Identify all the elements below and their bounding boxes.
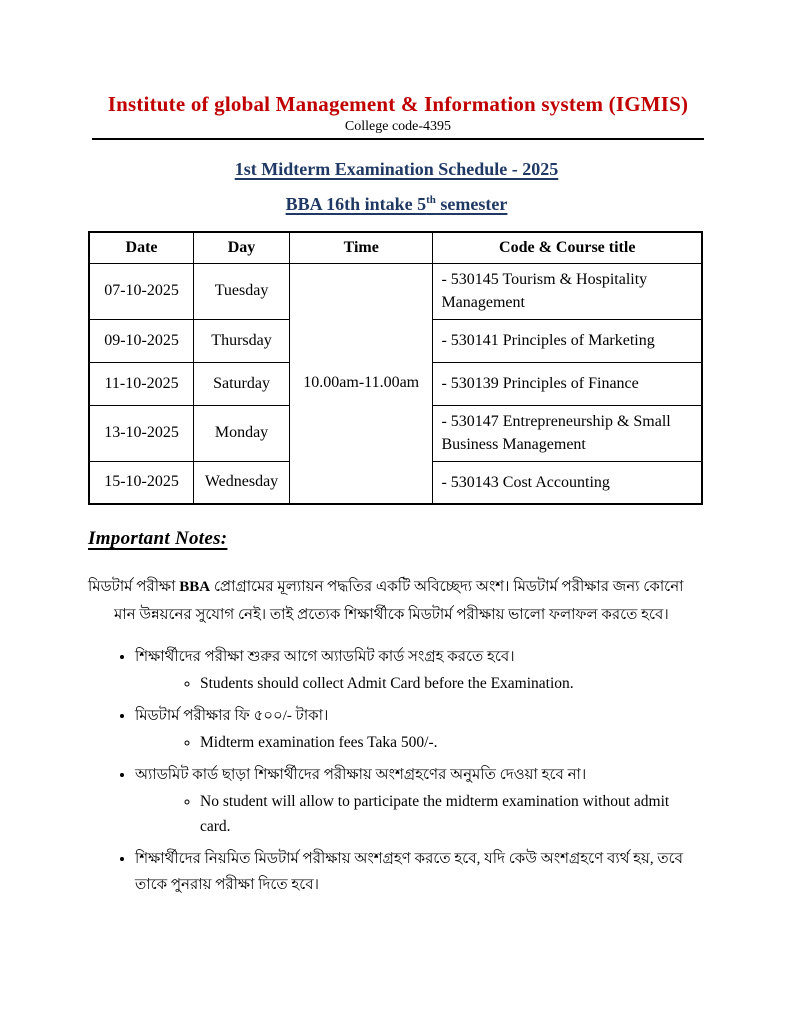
list-item (135, 762, 688, 840)
cell-day: Tuesday (194, 263, 290, 319)
note-text: মিডটার্ম পরীক্ষার ফি ৫০০/- টাকা। (135, 707, 329, 724)
institute-title: Institute of global Management & Information system (IGMIS) (107, 92, 689, 116)
cell-date: 15-10-2025 (89, 461, 194, 504)
note-text: অ্যাডমিট কার্ড ছাড়া শিক্ষার্থীদের পরীক্ষায় অংশগ্রহণের অনুমতি দেওয়া হবে না। (135, 766, 587, 783)
cell-day: Wednesday (194, 461, 290, 504)
header-row (89, 232, 702, 263)
header-course: Code & Course title (433, 232, 702, 263)
note-text: শিক্ষার্থীদের নিয়মিত মিডটার্ম পরীক্ষায় অংশগ্রহণ করতে হবে, যদি কেউ অংশগ্রহণে ব্যর্থ হয়, তবে তাকে পুনরায় পরীক্ষা দিতে হবে। (135, 850, 684, 893)
cell-date: 07-10-2025 (89, 263, 194, 319)
header-time: Time (289, 232, 432, 263)
sub-list (135, 790, 688, 840)
notes-intro-paragraph (88, 574, 708, 630)
sub-list-item: ◦ No student will allow to participate the midterm examination without admit card. (200, 790, 688, 840)
schedule-title (88, 159, 705, 180)
cell-course: - 530145 Tourism & Hospitality Management (433, 263, 702, 319)
table-row (89, 263, 702, 319)
cell-course: - 530143 Cost Accounting (433, 461, 702, 504)
cell-date: 09-10-2025 (89, 319, 194, 362)
cell-day: Thursday (194, 319, 290, 362)
cell-date: 13-10-2025 (89, 405, 194, 461)
cell-course: - 530139 Principles of Finance (433, 362, 702, 405)
semester-title-text (286, 194, 508, 214)
list-item (135, 703, 688, 756)
notes-intro-before: মিডটার্ম পরীক্ষা (88, 579, 180, 596)
cell-date: 11-10-2025 (89, 362, 194, 405)
notes-intro-bold: BBA (179, 579, 211, 596)
semester-prefix: BBA 16th intake 5 (285, 194, 427, 215)
semester-title (88, 194, 705, 215)
cell-course: - 530147 Entrepreneurship & Small Business Management (433, 405, 702, 461)
document-header (92, 92, 704, 140)
important-notes-heading: Important Notes: (88, 528, 228, 550)
cell-course: - 530141 Principles of Marketing (433, 319, 702, 362)
exam-schedule-table (88, 231, 703, 505)
header-date: Date (89, 232, 194, 263)
notes-list (88, 644, 688, 898)
sub-list (135, 731, 688, 756)
semester-ordinal-sup: th (426, 194, 436, 207)
sub-list-item: ◦ Midterm examination fees Taka 500/-. (200, 731, 688, 756)
college-code: College code-4395 (344, 119, 452, 135)
schedule-title-text: 1st Midterm Examination Schedule - 2025 (234, 159, 559, 180)
note-text: শিক্ষার্থীদের পরীক্ষা শুরুর আগে অ্যাডমিট কার্ড সংগ্রহ করতে হবে। (135, 648, 515, 665)
header-day: Day (194, 232, 290, 263)
cell-day: Monday (194, 405, 290, 461)
sub-list-item: ◦ Students should collect Admit Card before the Examination. (200, 672, 688, 697)
table-head (89, 232, 702, 263)
sub-list (135, 672, 688, 697)
cell-time-merged: 10.00am-11.00am (289, 263, 432, 504)
table-body (89, 263, 702, 504)
semester-suffix: semester (435, 194, 508, 215)
cell-day: Saturday (194, 362, 290, 405)
list-item (135, 644, 688, 697)
list-item (135, 846, 688, 899)
notes-intro-after: প্রোগ্রামের মূল্যায়ন পদ্ধতির একটি অবিচ্ছেদ্য অংশ। মিডটার্ম পরীক্ষার জন্য কোনো মান উন্নয়নের সুযোগ নেই। তাই প্রত্যেক শিক্ষার্থীকে মিডটার্ম পরীক্ষায় ভালো ফলাফল করতে হবে। (114, 579, 684, 623)
